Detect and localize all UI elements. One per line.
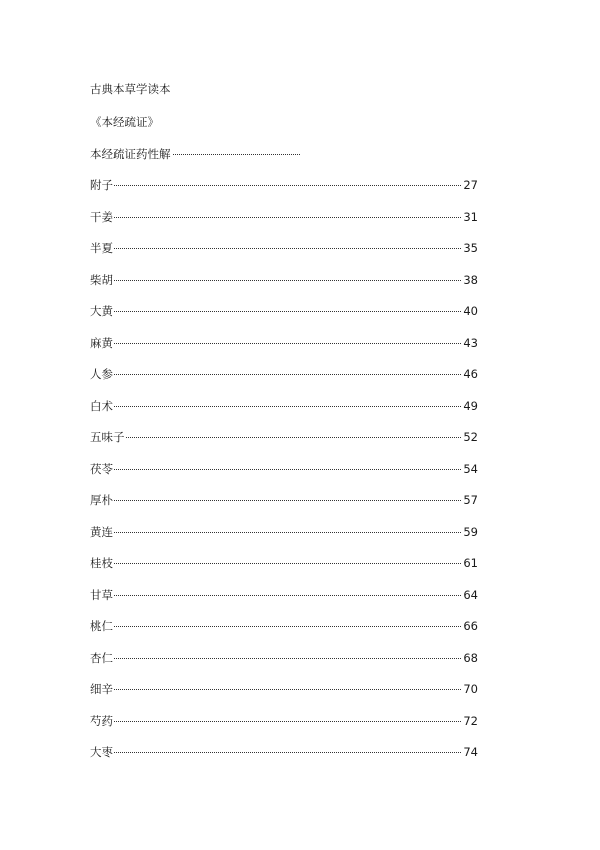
dot-leader (173, 154, 301, 155)
toc-entry[interactable] (90, 588, 478, 620)
toc-entry-page-number: 74 (463, 745, 478, 759)
toc-entry[interactable] (90, 304, 478, 336)
dot-leader (114, 721, 461, 722)
table-of-contents (90, 178, 478, 777)
dot-leader (114, 752, 461, 753)
toc-entry[interactable] (90, 493, 478, 525)
toc-entry-name: 厚朴 (90, 493, 113, 507)
dot-leader (114, 406, 461, 407)
toc-entry[interactable] (90, 178, 478, 210)
toc-entry-name: 桃仁 (90, 619, 113, 633)
toc-entry-page-number: 46 (463, 367, 478, 381)
toc-entry-name: 甘草 (90, 587, 113, 602)
toc-entry-page-number: 31 (463, 209, 478, 224)
dot-leader (114, 280, 461, 281)
toc-entry-name: 五味子 (90, 430, 125, 444)
toc-entry-page-number: 57 (463, 493, 478, 507)
dot-leader (114, 689, 461, 690)
toc-entry[interactable] (90, 714, 478, 746)
dot-leader (114, 374, 461, 375)
toc-entry-page-number: 27 (463, 178, 478, 192)
toc-entry-page-number: 68 (463, 650, 478, 665)
toc-entry[interactable] (90, 210, 478, 242)
dot-leader (114, 343, 461, 344)
toc-entry[interactable] (90, 430, 478, 462)
book-title: 《本经疏证》 (90, 115, 159, 129)
toc-entry-name: 大枣 (90, 745, 113, 759)
toc-entry[interactable] (90, 745, 478, 777)
toc-entry-page-number: 35 (463, 241, 478, 255)
dot-leader (126, 437, 462, 438)
toc-entry-name: 茯苓 (90, 461, 113, 476)
toc-entry-page-number: 43 (463, 335, 478, 350)
toc-entry-name: 大黄 (90, 304, 113, 318)
toc-entry-page-number: 59 (463, 524, 478, 539)
toc-entry-name: 杏仁 (90, 650, 113, 665)
toc-entry[interactable] (90, 651, 478, 683)
toc-entry[interactable] (90, 273, 478, 305)
toc-entry-name: 细辛 (90, 682, 113, 696)
dot-leader (114, 532, 461, 533)
toc-entry[interactable] (90, 619, 478, 651)
toc-entry-page-number: 40 (463, 304, 478, 318)
toc-entry[interactable] (90, 367, 478, 399)
dot-leader (114, 248, 461, 249)
dot-leader (114, 185, 461, 186)
toc-entry-name: 白术 (90, 398, 113, 413)
toc-entry-name: 干姜 (90, 209, 113, 224)
dot-leader (114, 626, 461, 627)
toc-entry-name: 柴胡 (90, 272, 113, 287)
dot-leader (114, 311, 461, 312)
toc-entry-page-number: 52 (463, 430, 478, 444)
toc-entry-page-number: 72 (463, 713, 478, 728)
toc-entry-page-number: 49 (463, 398, 478, 413)
dot-leader (114, 469, 461, 470)
toc-section-label: 本经疏证药性解 (90, 147, 171, 161)
toc-entry-name: 附子 (90, 178, 113, 192)
toc-entry-page-number: 54 (463, 461, 478, 476)
toc-entry[interactable] (90, 682, 478, 714)
toc-entry[interactable] (90, 399, 478, 431)
dot-leader (114, 658, 461, 659)
toc-entry-page-number: 70 (463, 682, 478, 696)
toc-entry[interactable] (90, 336, 478, 368)
dot-leader (114, 595, 461, 596)
toc-entry-name: 麻黄 (90, 335, 113, 350)
toc-entry-name: 人参 (90, 367, 113, 381)
toc-entry-page-number: 66 (463, 619, 478, 633)
toc-entry-name: 黄连 (90, 524, 113, 539)
dot-leader (114, 563, 461, 564)
toc-entry[interactable] (90, 525, 478, 557)
toc-entry-name: 芍药 (90, 713, 113, 728)
toc-entry[interactable] (90, 241, 478, 273)
series-title: 古典本草学读本 (90, 82, 171, 96)
dot-leader (114, 217, 461, 218)
toc-entry-page-number: 38 (463, 272, 478, 287)
toc-entry-name: 桂枝 (90, 556, 113, 570)
toc-entry-page-number: 64 (463, 587, 478, 602)
toc-section-heading[interactable] (90, 147, 300, 161)
toc-entry[interactable] (90, 556, 478, 588)
toc-entry[interactable] (90, 462, 478, 494)
toc-entry-page-number: 61 (463, 556, 478, 570)
dot-leader (114, 500, 461, 501)
toc-entry-name: 半夏 (90, 241, 113, 255)
